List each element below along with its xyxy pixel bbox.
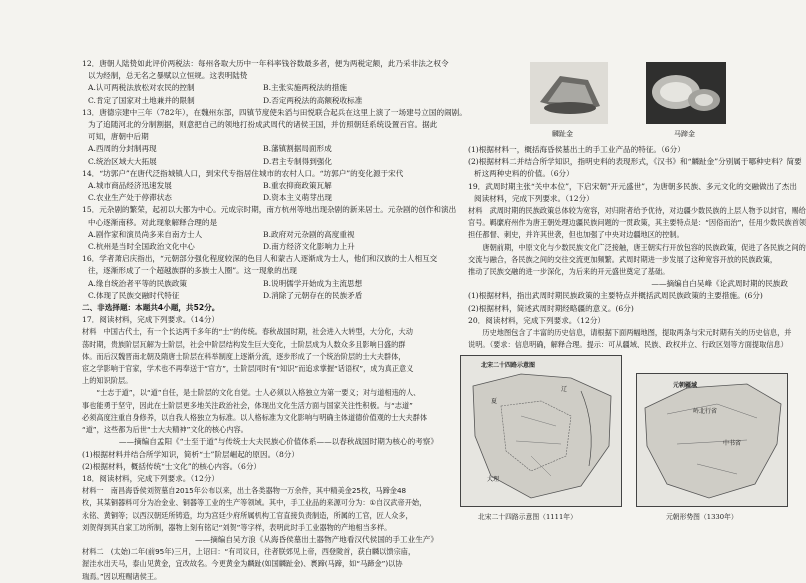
material-line: 历史地图包含了丰富的历史信息，请根据下面两幅地图，提取两条与宋元时期有关的历史信息，并 bbox=[468, 328, 792, 338]
material-line: 唐朝前期，中原文化与少数民族文化广泛接触，唐王朝实行开放包容的民族政策，促进了各民族之间的 bbox=[468, 242, 806, 252]
option-c[interactable]: C.肯定了国家对土地兼并的限制 bbox=[88, 95, 195, 105]
question-15-line-1: 15．元杂剧的繁荣，起初以大都为中心。元成宗时期，南方杭州等地出现杂剧的新来居士。元杂剧的创作和演出 bbox=[82, 205, 457, 215]
question-13-options bbox=[82, 143, 444, 167]
question-16-line-2: 往，逐渐形成了一个超越族群的多族士人圈”。这一现象的出现 bbox=[88, 266, 297, 276]
question-15-line-2: 中心逐渐南移。对此现象解释合理的是 bbox=[88, 217, 218, 227]
option-b[interactable]: B.说明儒学开始成为主流思想 bbox=[263, 278, 363, 288]
question-20-title: 20．阅读材料，完成下列要求。（12分） bbox=[468, 315, 606, 325]
material-line: 材料一 南昌海昏侯刘贺墓自2015年公布以来，出土各类器物一万余件，其中精美金25枚，马蹄金48 bbox=[82, 486, 407, 496]
linzhi-gold-photo bbox=[530, 62, 608, 124]
left-column bbox=[82, 58, 467, 583]
sub-question: (2)根据材料二并结合所学知识，指明史料的表现形式，《汉书》和“麟趾金”分别属于哪种史料？简要 bbox=[468, 157, 802, 167]
question-19-title: 19．武周时期主张“关中本位”，下启宋朝”开元盛世”，为唐朝多民族、多元文化的交融做出了杰出 bbox=[468, 181, 797, 191]
option-c[interactable]: C.体现了民族交融时代特征 bbox=[88, 290, 180, 300]
option-c[interactable]: C.农业生产处于停滞状态 bbox=[88, 193, 172, 203]
material-line: 刘贺得到其自家工坊所制，器物上刻有铭记“刘贺”等字样，表明此时手工业器物的产地相当多样。 bbox=[82, 522, 392, 532]
question-13 bbox=[82, 107, 467, 168]
sub-question: (1)根据材料，指出武周时期民族政策的主要特点并概括武周民族政策的主要措施。(6分) bbox=[468, 291, 763, 301]
map-label: 辽 bbox=[561, 386, 568, 394]
question-12-line-2: 以为经制，总无名之暴赋以立恒规。这表明陆贽 bbox=[88, 71, 248, 81]
material-line: “道”，这些都为后世“士大夫精神”文化的核心内容。 bbox=[82, 425, 248, 435]
map-graphic bbox=[461, 356, 621, 506]
material-line: 上的知识阶层。 bbox=[82, 376, 133, 386]
map-label: 中书省 bbox=[723, 440, 742, 448]
option-d[interactable]: D.君主专制得到强化 bbox=[263, 156, 332, 166]
option-b[interactable]: B.重农抑商政策瓦解 bbox=[263, 181, 332, 191]
option-d[interactable]: D.资本主义萌芽出现 bbox=[263, 193, 332, 203]
material-line: 渥洼水出天马，泰山见黄金，宜改故名。今更黄金为麟趾(如国麟趾金)、褭蹄(马蹄，如“马蹄金”)以协 bbox=[82, 559, 403, 569]
material-line: 事也能勇于坚守，因此在士阶层更多地关注政治社会，体现出文化生活方面与国家关注性积极。与“志道” bbox=[82, 400, 413, 410]
material-source: ——摘编自孟阳《“士至于道”与传统士大夫民族心价值体系——以春秋战国时期为核心的考察》 bbox=[118, 437, 438, 447]
material-line: 担任都督、刺史，并许其世袭，但也加强了中央对边疆地区的控制。 bbox=[468, 230, 684, 240]
option-d[interactable]: D.消除了元朝存在的民族矛盾 bbox=[263, 290, 363, 300]
question-13-line-3: 可知，唐朝中后期 bbox=[88, 132, 149, 142]
material-line: 必须高度注重自身修养，以自我人格独立为标准。以人格标准为文化影响与明确主体道德价值观的士大夫群体 bbox=[82, 412, 428, 422]
option-d[interactable]: D.南方经济文化影响力上升 bbox=[263, 242, 355, 252]
section-heading: 二、非选择题：本题共4小题，共52分。 bbox=[82, 303, 220, 313]
option-c[interactable]: C.杭州是当时全国政治文化中心 bbox=[88, 242, 195, 252]
material-line: 永铭、黄铜等；以西汉朝廷所铸造，均为宫廷少府所属机构工官直接负责制造，所属的工官，匠人众多， bbox=[82, 510, 413, 520]
map-label: 大理 bbox=[487, 476, 500, 484]
material-line: 瑞焉。”因以班赐诸侯王。 bbox=[82, 571, 162, 581]
map-figures bbox=[468, 351, 794, 541]
question-16-options bbox=[82, 278, 444, 302]
material-line: “士志于道”，以“道”自任，是士阶层的文化自觉。士人必须以入格独立为第一要义；对与道相违的人、 bbox=[82, 388, 421, 398]
question-13-line-1: 13．唐德宗建中三年（782年），在魏州东部，四镇节度使朱滔与田悦联合起兵在这里上演了一场建号立国的闹剧。 bbox=[82, 107, 467, 117]
northern-song-map bbox=[460, 355, 622, 507]
question-16-line-1: 16．学者萧启庆指出，“元朝部分强化程度较深的色目人和蒙古人逐渐成为士人，他们和汉族的士人相互交 bbox=[82, 254, 438, 264]
material-line: 推动了民族交融的进一步深化，为后来的开元盛世奠定了基础。 bbox=[468, 267, 670, 277]
material-line: 官号。羁縻府州作为唐王朝处理边疆民族问题的一贯政策，其主要特点是：“因俗而治”，任用少数民族首领 bbox=[468, 218, 806, 228]
material-line: 材料 武周时期的民族政策总体较为宽容，对归附者给予优待，对边疆少数民族的上层人物予以封官，赐给 bbox=[468, 206, 806, 216]
question-14-options bbox=[82, 180, 444, 204]
option-b[interactable]: B.藩镇割据局面形成 bbox=[263, 144, 332, 154]
yuan-dynasty-map bbox=[636, 373, 788, 507]
image-caption: 马蹄金 bbox=[674, 130, 695, 138]
map-label: 夏 bbox=[491, 398, 498, 406]
material-source: ——摘编自白吴峰《论武周时期的民族政 bbox=[651, 279, 788, 289]
question-18-title: 18．阅读材料，完成下列要求。（12分） bbox=[82, 473, 220, 483]
material-line: 交流与融合，各民族之间的交往交流更加频繁。武周时期进一步发展了这种宽容开放的民族政策， bbox=[468, 254, 778, 264]
question-17 bbox=[82, 314, 444, 473]
option-b[interactable]: B.政府对元杂剧的高度重视 bbox=[263, 229, 355, 239]
option-a[interactable]: A.认可两税法放松对农民的控制 bbox=[88, 83, 195, 93]
material-line: 说明。（要求：信息明确，解释合理。提示：可从疆域、民族、政权并立、行政区划等方面提取信息） bbox=[468, 340, 788, 350]
material-source: ——摘编自吴方浪《从海昏侯墓出土器物产地看汉代侯国的手工业生产》 bbox=[195, 534, 438, 544]
material-line: 材料二 (太始)二年(前95年)三月，上诏曰：“有司议曰，往者朕郊见上帝，西登陇首，获白麟以馈宗庙， bbox=[82, 547, 416, 557]
image-caption: 麟趾金 bbox=[552, 130, 573, 138]
mati-gold-photo bbox=[646, 62, 726, 124]
option-d[interactable]: D.否定两税法的高额税收标准 bbox=[263, 95, 363, 105]
option-a[interactable]: A.缘自统治者平等的民族政策 bbox=[88, 278, 188, 288]
material-line: 材料 中国古代士，有一个长达两千多年的“士”的传统。春秋战国时期，社会进入大转型，大分化，大动 bbox=[82, 327, 413, 337]
right-column bbox=[468, 58, 806, 541]
option-a[interactable]: A.剧作家和演员尚多来自南方士人 bbox=[88, 229, 203, 239]
sub-question: (1)根据材料并结合所学知识，简析“士”阶层崛起的原因。（8分） bbox=[82, 449, 299, 459]
question-20 bbox=[468, 315, 794, 542]
sub-question: (2)根据材料，简述武周时期经略疆的意义。(6分) bbox=[468, 303, 634, 313]
question-14 bbox=[82, 168, 444, 205]
question-15 bbox=[82, 204, 457, 253]
question-14-line-1: 14．“坊郭户”在唐代泛指城镇人口，到宋代专指居住城市的农村人口。“坊郭户”的变化源于宋代 bbox=[82, 168, 404, 178]
material-line: 荡时期，贵族阶层瓦解为士阶层，社会中阶层结构发生巨大变化，士阶层成为人数众多且影响日盛的群 bbox=[82, 339, 406, 349]
map-caption: 元朝形势图（1330年） bbox=[666, 513, 738, 522]
gold-images bbox=[468, 58, 794, 144]
map-title: 元朝疆域 bbox=[673, 382, 698, 390]
question-12 bbox=[82, 58, 449, 107]
sub-question: 析这两种史料的价值。（6分） bbox=[474, 169, 574, 179]
question-17-title: 17．阅读材料，完成下列要求。（14分） bbox=[82, 315, 220, 325]
option-a[interactable]: A.西周的分封制再现 bbox=[88, 144, 157, 154]
material-line: 宦之学影响于官家，学术也不再奉送于“官方”，士阶层同时有“知识”而追求掌握“话语权”，成为真正意义 bbox=[82, 364, 414, 374]
material-line: 枚，其某铜器料可分为冶金业、铜器等工业的生产等领域。其中，手工业品的来源可分为：①自汉武帝开始， bbox=[82, 498, 427, 508]
question-19 bbox=[468, 181, 806, 315]
option-b[interactable]: B.主张实施两税法的措施 bbox=[263, 83, 347, 93]
option-a[interactable]: A.城市商品经济迅速发展 bbox=[88, 181, 172, 191]
map-title: 北宋二十四路示意图 bbox=[481, 362, 536, 370]
question-18 bbox=[82, 473, 444, 583]
sub-question: (1)根据材料一，概括海昏侯墓出土的手工业产品的特征。（6分） bbox=[468, 145, 685, 154]
question-16 bbox=[82, 253, 444, 302]
question-13-line-2: 为了追随河北的分制割据，则意把自己的领地打扮成武周代的诸侯王国，并仿照朝廷系统设置百官。据此 bbox=[88, 120, 438, 130]
map-label: 岭北行省 bbox=[693, 408, 718, 416]
question-12-line-1: 12．唐朝人陆贽如此评价两税法：每州各取大历中一年科率钱谷数最多者，便为两税定额，此乃采非法之权令 bbox=[82, 59, 449, 68]
question-15-options bbox=[82, 229, 444, 253]
question-12-options bbox=[82, 82, 444, 106]
sub-question: (2)根据材料，概括传统“士文化”的核心内容。（6分） bbox=[82, 461, 262, 471]
option-c[interactable]: C.统治区域大大拓展 bbox=[88, 156, 157, 166]
map-graphic bbox=[637, 374, 787, 506]
map-caption: 北宋二十四路示意图（1111年） bbox=[478, 513, 577, 522]
material-line: 体。而后汉魏晋南北朝及隋唐士阶层在科举制度上逐渐分流，逐步形成了一个统治阶层的士大夫群体， bbox=[82, 351, 406, 361]
question-19-title: 阅读材料，完成下列要求。（12分） bbox=[474, 193, 594, 203]
